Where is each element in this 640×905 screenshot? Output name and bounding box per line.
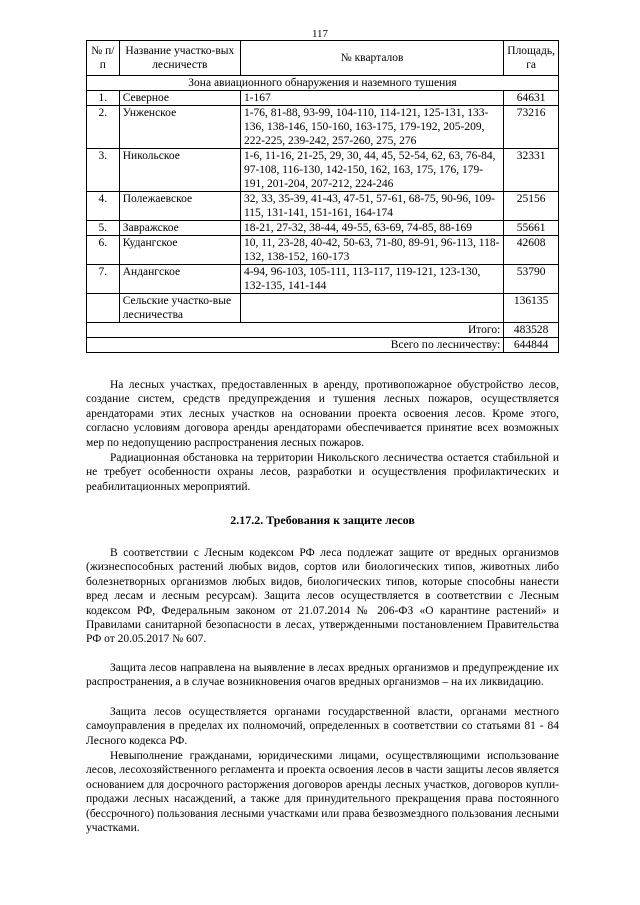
- header-no: № п/п: [87, 41, 120, 76]
- row-no: 3.: [87, 149, 120, 192]
- header-name: Название участко-вых лесничеств: [119, 41, 240, 76]
- row-quarters: [240, 294, 503, 323]
- total-label: Итого:: [87, 323, 504, 338]
- row-area: 42608: [504, 236, 559, 265]
- zone-row: [87, 76, 559, 91]
- table-row: [87, 106, 559, 149]
- row-quarters: 1-167: [240, 91, 503, 106]
- total-row: [87, 323, 559, 338]
- paragraph-violation: Невыполнение гражданами, юридическими лицами, осуществляющими использование лесов, лесохозяйственного регламента и проекта освоения лесов в части защиты лесов является основанием для досрочного расторжения договоров аренды лесных участков, договоров купли-продажи лесных насаждений, а также для принудительного прекращения права постоянного (бессрочного) пользования лесными участками или права безвозмездного пользования лесными участками.: [86, 750, 559, 835]
- row-no: [87, 294, 120, 323]
- total-value: 483528: [504, 323, 559, 338]
- table-row: [87, 91, 559, 106]
- paragraph-radiation: Радиационная обстановка на территории Никольского лесничества остается стабильной и не требует особенности охраны лесов, разработки и осуществления профилактических и реабилитационных мероприятий.: [86, 452, 559, 493]
- paragraph-authorities: Защита лесов осуществляется органами государственной власти, органами местного самоуправления в пределах их полномочий, определенных в соответствии со статьями 81 - 84 Лесного кодекса РФ.: [86, 706, 559, 747]
- row-quarters: 18-21, 27-32, 38-44, 49-55, 63-69, 74-85, 88-169: [240, 221, 503, 236]
- row-name: Кудангское: [119, 236, 240, 265]
- forestry-table: [86, 40, 559, 353]
- row-area: 25156: [504, 192, 559, 221]
- row-no: 1.: [87, 91, 120, 106]
- header-area: Площадь, га: [504, 41, 559, 76]
- row-no: 2.: [87, 106, 120, 149]
- section-heading: 2.17.2. Требования к защите лесов: [230, 513, 415, 527]
- row-name: Андангское: [119, 265, 240, 294]
- row-no: 5.: [87, 221, 120, 236]
- header-quarters: № кварталов: [240, 41, 503, 76]
- paragraph-protection-aim: Защита лесов направлена на выявление в лесах вредных организмов и предупреждение их распространения, а в случае возникновения очагов вредных организмов – на их ликвидацию.: [86, 662, 559, 689]
- table-header-row: [87, 41, 559, 76]
- row-area: 55661: [504, 221, 559, 236]
- row-area: 53790: [504, 265, 559, 294]
- row-no: 4.: [87, 192, 120, 221]
- row-quarters: 4-94, 96-103, 105-111, 113-117, 119-121, 123-130, 132-135, 141-144: [240, 265, 503, 294]
- grand-total-value: 644844: [504, 338, 559, 353]
- row-quarters: 10, 11, 23-28, 40-42, 50-63, 71-80, 89-91, 96-113, 118-132, 138-152, 160-173: [240, 236, 503, 265]
- row-quarters: 32, 33, 35-39, 41-43, 47-51, 57-61, 68-75, 90-96, 109-115, 131-141, 151-161, 164-174: [240, 192, 503, 221]
- table-row: [87, 236, 559, 265]
- row-area: 136135: [504, 294, 559, 323]
- table-row: [87, 265, 559, 294]
- zone-title: Зона авиационного обнаружения и наземного тушения: [87, 76, 559, 91]
- row-name: Никольское: [119, 149, 240, 192]
- grand-total-row: [87, 338, 559, 353]
- row-name: Завражское: [119, 221, 240, 236]
- row-quarters: 1-6, 11-16, 21-25, 29, 30, 44, 45, 52-54, 62, 63, 76-84, 97-108, 116-130, 142-150, 162, 163, 175, 176, 179-191, 201-204, 207-212, 224-246: [240, 149, 503, 192]
- row-area: 64631: [504, 91, 559, 106]
- table-row: [87, 192, 559, 221]
- row-name: Унженское: [119, 106, 240, 149]
- paragraph-fire-lease: На лесных участках, предоставленных в аренду, противопожарное обустройство лесов, создание систем, средств предупреждения и тушения лесных пожаров, осуществляется арендаторами этих лесных участков на основании проекта освоения лесов. Кроме этого, согласно условиям договора аренды арендаторами обеспечивается принятие всех возможных мер по недопущению распространения лесных пожаров.: [86, 379, 559, 449]
- row-name: Северное: [119, 91, 240, 106]
- row-no: 6.: [87, 236, 120, 265]
- table-row: [87, 221, 559, 236]
- page-number: 117: [311, 28, 329, 40]
- row-no: 7.: [87, 265, 120, 294]
- row-name: Полежаевское: [119, 192, 240, 221]
- row-area: 73216: [504, 106, 559, 149]
- row-quarters: 1-76, 81-88, 93-99, 104-110, 114-121, 125-131, 133-136, 138-146, 150-160, 163-175, 179-192, 205-209, 222-225, 239-242, 257-260, 275, 276: [240, 106, 503, 149]
- grand-total-label: Всего по лесничеству:: [87, 338, 504, 353]
- row-area: 32331: [504, 149, 559, 192]
- paragraph-forest-code: В соответствии с Лесным кодексом РФ леса подлежат защите от вредных организмов (жизнеспособных растений любых видов, сортов или биологических типов, животных либо болезнетворных организмов любых видов, биологических типов, которые способны нанести вред лесам и лесным ресурсам). Защита лесов осуществляется в соответствии с Лесным кодексом РФ, Федеральным законом от 21.07.2014 № 206-ФЗ «О карантине растений» и Правилами санитарной безопасности в лесах, утвержденными постановлением Правительства РФ от 20.05.2017 № 607.: [86, 547, 559, 646]
- table-row: [87, 149, 559, 192]
- row-name: Сельские участко-вые лесничества: [119, 294, 240, 323]
- table-row: [87, 294, 559, 323]
